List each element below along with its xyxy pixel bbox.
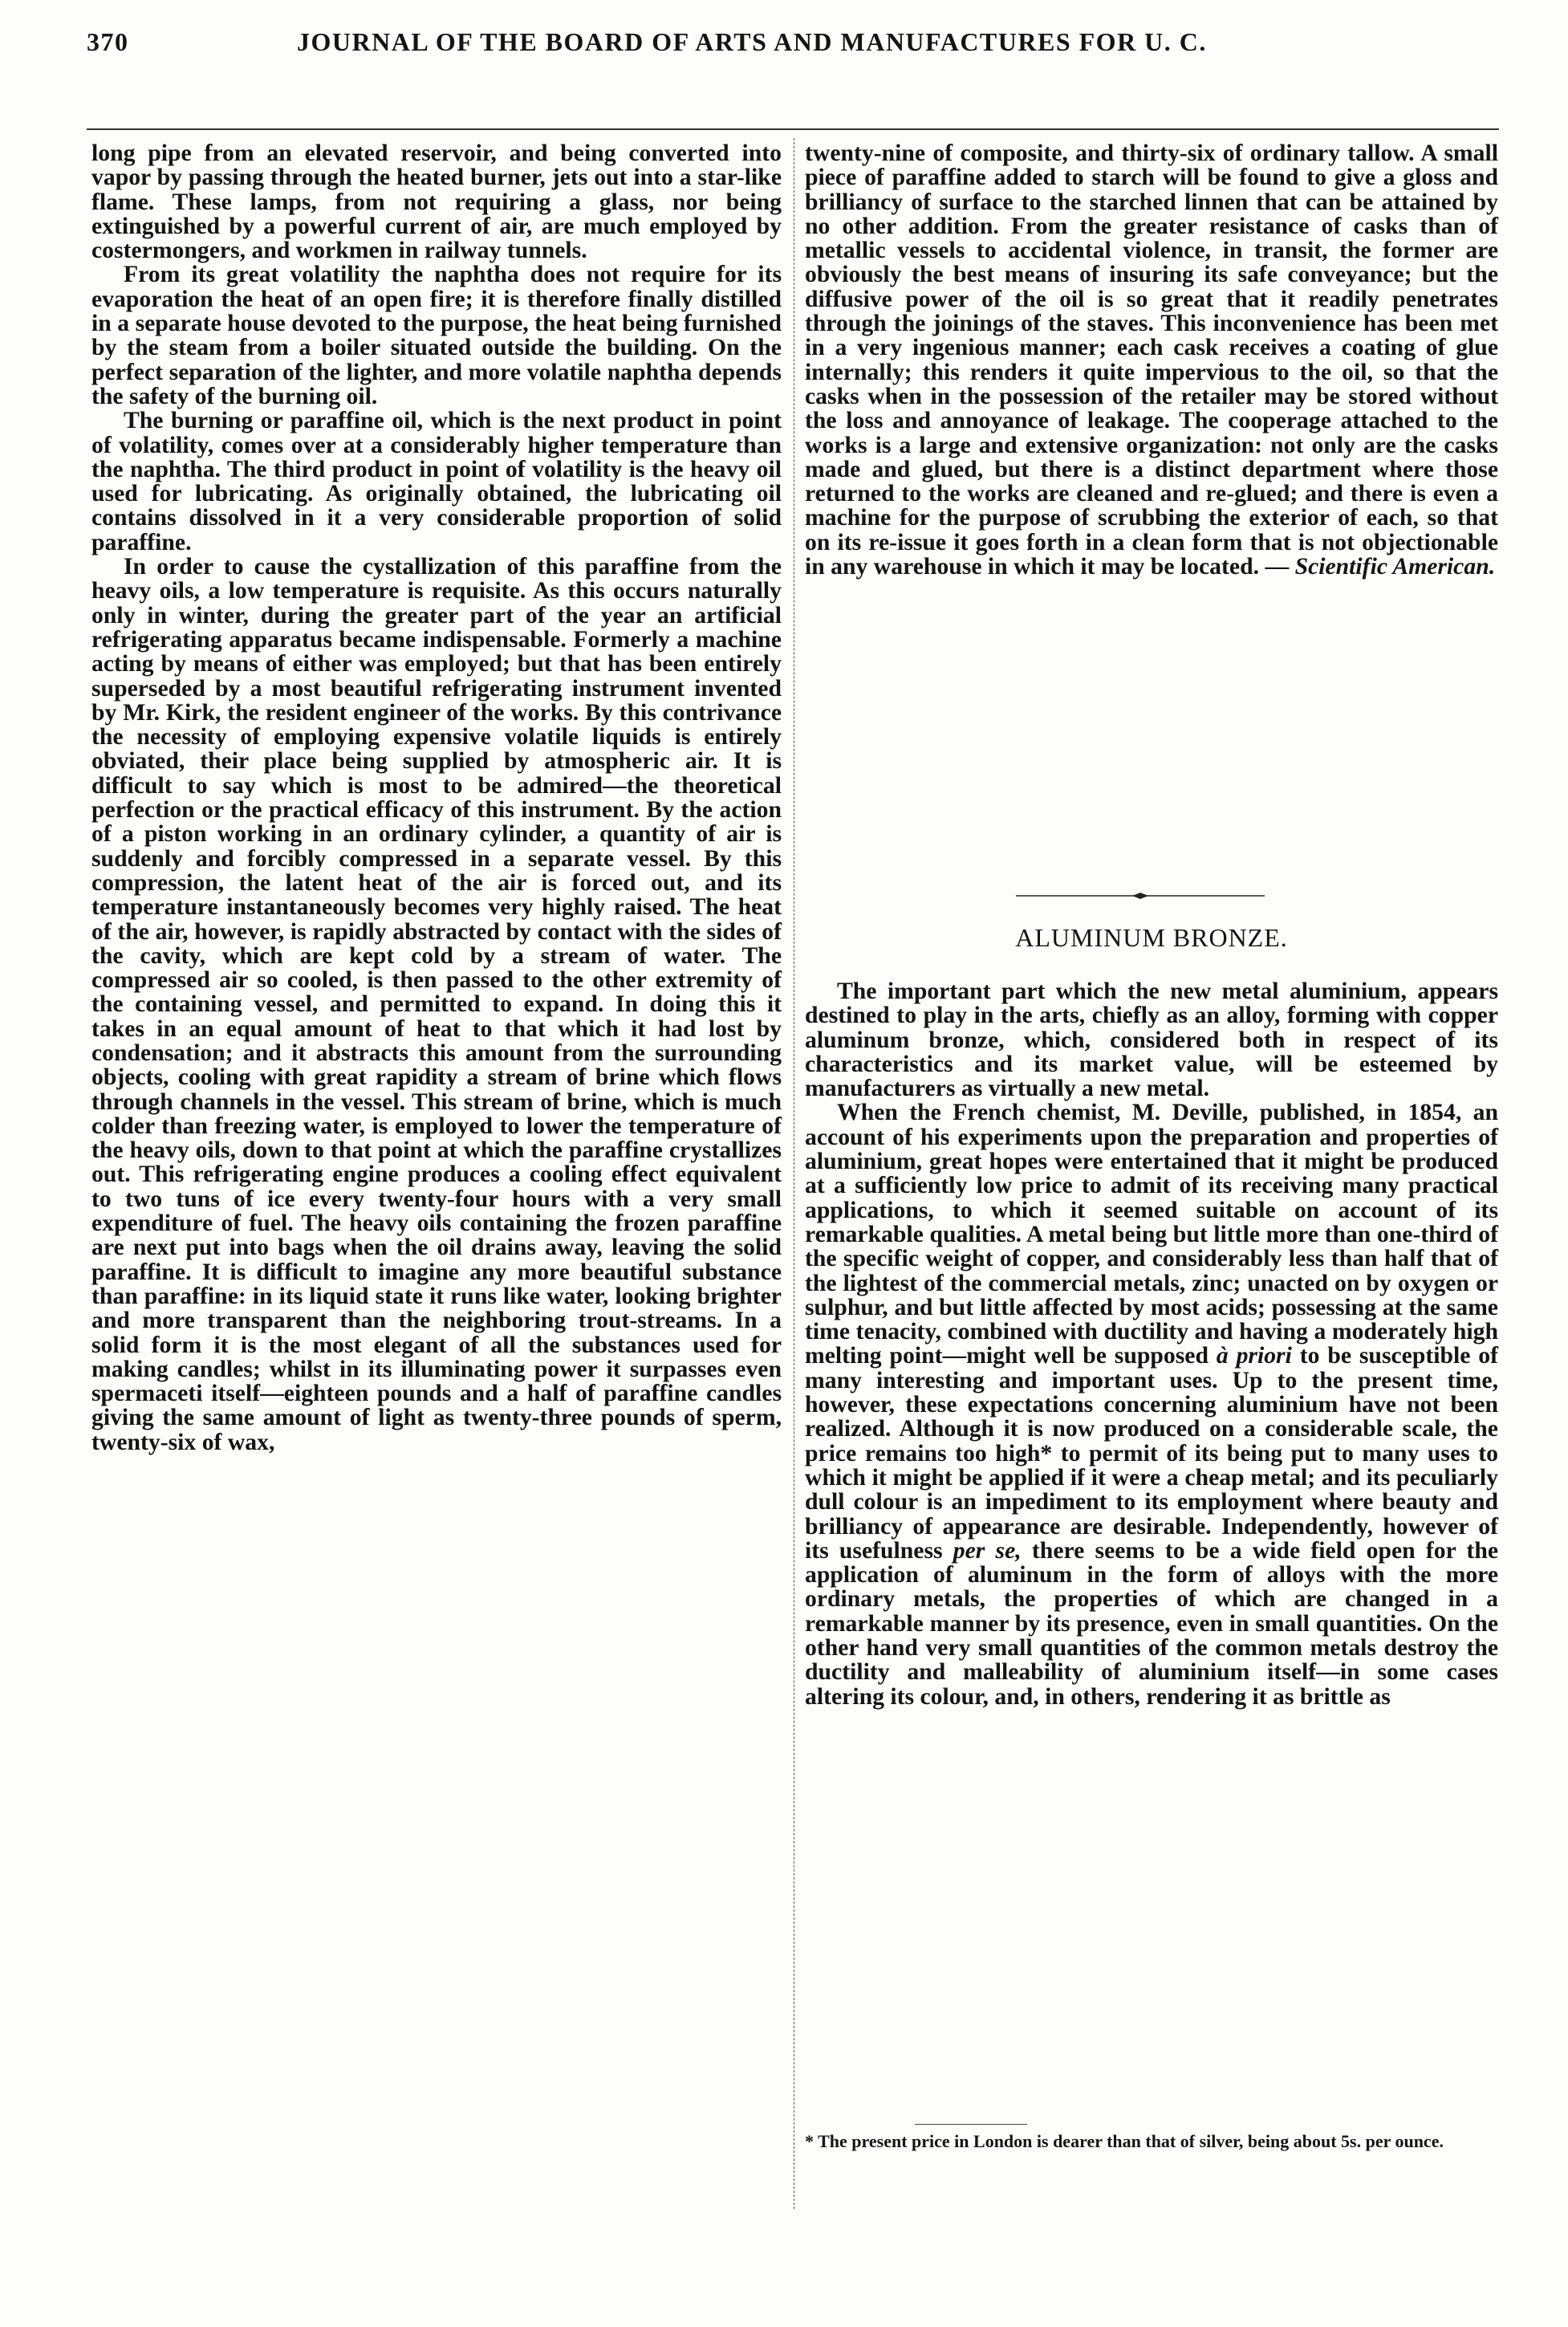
section-paragraph-2a: When the French chemist, M. Deville, published, in 1854, an account of his experiments upon the preparation and properties of aluminium, great hopes were entertained that it might be produced at a sufficiently low price to admit of its receiving many practical applications, to which it seemed suitable on account of its remarkable qualities. A metal being but little more than one-third of the specific weight of copper, and considerably less than half that of the lightest of the commercial metals, zinc; unacted on by oxygen or sulphur, and but little affected by most acids; possessing at the same time tenacity, combined with ductility and having a moderately high melting point—might well be supposed — [805, 1100, 1498, 1369]
section-paragraph-2b: to be susceptible of many interesting and important uses. Up to the present time, however, these expectations concerning aluminium have not been realized. Although it is now produced on a considerable scale, the price remains too high* to permit of its being put to many uses to which it might be applied if it were a cheap metal; and its peculiarly dull colour is an impediment to its employment where beauty and brilliancy of appearance are desirable. Independently, however of its usefulness — [805, 1343, 1499, 1564]
italic-per-se: per se, — [953, 1537, 1022, 1564]
left-column — [91, 141, 782, 1454]
page-header — [87, 27, 1499, 64]
source-credit: Scientific American. — [1294, 554, 1496, 580]
right-column-section — [805, 979, 1498, 1709]
section-paragraph-1: The important part which the new metal aluminium, appears destined to play in the arts, chiefly as an alloy, forming with copper aluminum bronze, which, considered both in respect of its characteristics and its market value, will be esteemed by manufacturers as virtually a new metal. — [805, 978, 1498, 1102]
continuation-text: twenty-nine of composite, and thirty-six of ordinary tallow. A small piece of paraffine added to starch will be found to give a gloss and brilliancy of surface to the starched linnen that can be attained by no other addition. From the greater resistance of casks than of metallic vessels to accidental violence, in transit, the former are obviously the best means of insuring its safe conveyance; but the diffusive power of the oil is so great that it readily penetrates through the joinings of the staves. This inconvenience has been met in a very ingenious manner; each cask receives a coating of glue internally; this renders it quite impervious to the oil, so that the casks when in the possession of the retailer may be stored without the loss and annoyance of leakage. The cooperage attached to the works is a large and extensive organization: not only are the casks made and glued, but there is a distinct department where those returned to the works are cleaned and re-glued; and there is even a machine for the purpose of scrubbing the exterior of each, so that on its re-issue it goes forth in a clean form that is not objectionable in any warehouse in which it may be located. — — [805, 140, 1498, 580]
left-paragraph-4: In order to cause the cystallization of this paraffine from the heavy oils, a low temperature is requisite. As this occurs naturally only in winter, during the greater part of the year an artificial refrigerating apparatus became indispensable. Formerly a machine acting by means of either was employed; but that has been entirely superseded by a most beautiful refrigerating instrument invented by Mr. Kirk, the resident engineer of the works. By this contrivance the necessity of employing expensive volatile liquids is entirely obviated, their place being supplied by atmospheric air. It is difficult to say which is most to be admired—the theoretical perfection or the practical efficacy of this instrument. By the action of a piston working in an ordinary cylinder, a quantity of air is suddenly and forcibly compressed in a separate vessel. By this compression, the latent heat of the air is forced out, and its temperature instantaneously becomes very highly raised. The heat of the air, however, is rapidly abstracted by contact with the sides of the cavity, which are kept cold by a stream of water. The compressed air so cooled, is then passed to the other extremity of the containing vessel, and permitted to expand. In doing this it takes in an equal amount of heat to that which it had lost by condensation; and it abstracts this amount from the surrounding objects, cooling with great rapidity a stream of brine which flows through channels in the vessel. This stream of brine, which is much colder than freezing water, is employed to lower the temperature of the heavy oils, down to that point at which the paraffine crystallizes out. This refrigerating engine produces a cooling effect equivalent to two tuns of ice every twenty-four hours with a very small expenditure of fuel. The heavy oils containing the frozen paraffine are next put into bags when the oil drains away, leaving the solid paraffine. It is difficult to imagine any more beautiful substance than paraffine: in its liquid state it runs like water, looking brighter and more transparent than the neighboring trout-streams. In a solid form it is the most elegant of all the substances used for making candles; whilst in its illuminating power it surpasses even spermaceti itself—eighteen pounds and a half of paraffine candles giving the same amount of light as twenty-three pounds of sperm, twenty-six of wax, — [91, 554, 782, 1455]
section-paragraph-2c: there seems to be a wide field open for the application of aluminum in the form of alloys with the more ordinary metals, the properties of which are changed in a remarkable manner by its presence, even in small quantities. On the other hand very small quantities of the common metals destroy the ductility and malleability of aluminium itself—in some cases altering its colour, and, in others, rendering it as brittle as — [805, 1537, 1499, 1710]
left-paragraph-2: From its great volatility the naphtha does not require for its evaporation the heat of an open fire; it is therefore finally distilled in a separate house devoted to the purpose, the heat being furnished by the steam from a boiler situated outside the building. On the perfect separation of the lighter, and more volatile naphtha depends the safety of the burning oil. — [91, 262, 782, 409]
left-paragraph-1: long pipe from an elevated reservoir, and being converted into vapor by passing through the heated burner, jets out into a star-like flame. These lamps, from not requiring a glass, nor being extinguished by a powerful current of air, are much employed by costermongers, and workmen in railway tunnels. — [91, 140, 782, 264]
footnote: * The present price in London is dearer than that of silver, being about 5s. per ounce. — [805, 2131, 1444, 2151]
right-continuation — [805, 141, 1498, 579]
right-column-top — [805, 141, 1498, 579]
section-ornament — [1016, 892, 1265, 900]
footnote-rule — [915, 2124, 1027, 2125]
section-title: ALUMINUM BRONZE. — [1015, 923, 1288, 952]
italic-a-priori: à priori — [1216, 1343, 1292, 1369]
page-number: 370 — [87, 27, 129, 56]
section-paragraph-2 — [805, 1100, 1498, 1708]
journal-title: JOURNAL OF THE BOARD OF ARTS AND MANUFACTURES FOR U. C. — [297, 27, 1207, 56]
header-rule — [87, 128, 1499, 130]
left-paragraph-3: The burning or paraffine oil, which is the next product in point of volatility, comes over at a considerably higher temperature than the naphtha. The third product in point of volatility is the heavy oil used for lubricating. As originally obtained, the lubricating oil contains dissolved in it a very considerable proportion of solid paraffine. — [91, 408, 782, 555]
